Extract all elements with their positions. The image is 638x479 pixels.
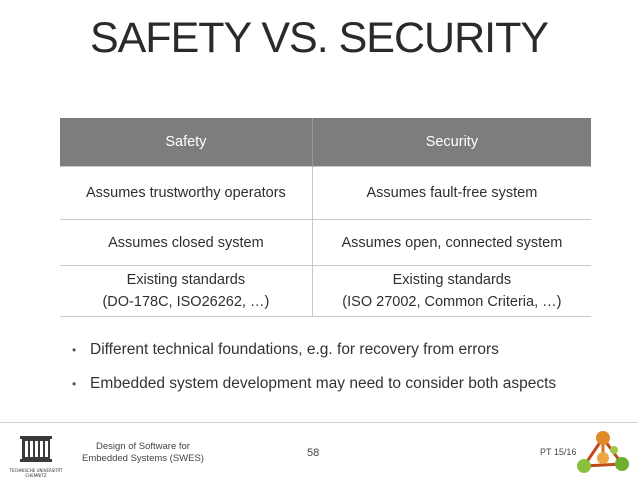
university-name-line: CHEMNITZ — [25, 473, 47, 478]
table-cell: Assumes trustworthy operators — [60, 167, 312, 220]
bullet-text: Embedded system development may need to consider both aspects — [90, 375, 557, 392]
group-logo-icon — [574, 428, 632, 476]
bullet-list — [72, 333, 556, 401]
term-label: PT 15/16 — [540, 447, 577, 457]
building-icon — [8, 434, 64, 464]
cell-line: (DO-178C, ISO26262, …) — [102, 294, 270, 310]
slide-title: SAFETY VS. SECURITY — [89, 14, 549, 62]
comparison-table — [60, 118, 591, 317]
list-item — [72, 367, 556, 401]
footer-divider — [0, 422, 638, 423]
course-line: Embedded Systems (SWES) — [82, 453, 204, 464]
cell-line: (ISO 27002, Common Criteria, …) — [342, 294, 562, 310]
table-cell — [60, 266, 312, 317]
header-safety: Safety — [60, 118, 312, 167]
bullet-icon: • — [72, 377, 77, 391]
table-cell: Assumes closed system — [60, 220, 312, 266]
course-name — [82, 441, 204, 465]
university-logo — [8, 434, 64, 478]
university-name-line: TECHNISCHE UNIVERSITÄT — [9, 468, 63, 473]
list-item — [72, 333, 556, 367]
bullet-icon: • — [72, 343, 77, 357]
table-cell — [312, 266, 591, 317]
table-cell: Assumes open, connected system — [312, 220, 591, 266]
page-number: 58 — [307, 447, 320, 459]
header-security: Security — [312, 118, 591, 167]
cell-line: Existing standards — [126, 272, 246, 288]
bullet-text: Different technical foundations, e.g. for recovery from errors — [90, 341, 499, 358]
course-line: Design of Software for — [95, 441, 190, 452]
table-row — [60, 220, 591, 266]
cell-line: Existing standards — [392, 272, 512, 288]
table-row — [60, 167, 591, 220]
table-header-row — [60, 118, 591, 167]
table-row — [60, 266, 591, 317]
table-cell: Assumes fault-free system — [312, 167, 591, 220]
